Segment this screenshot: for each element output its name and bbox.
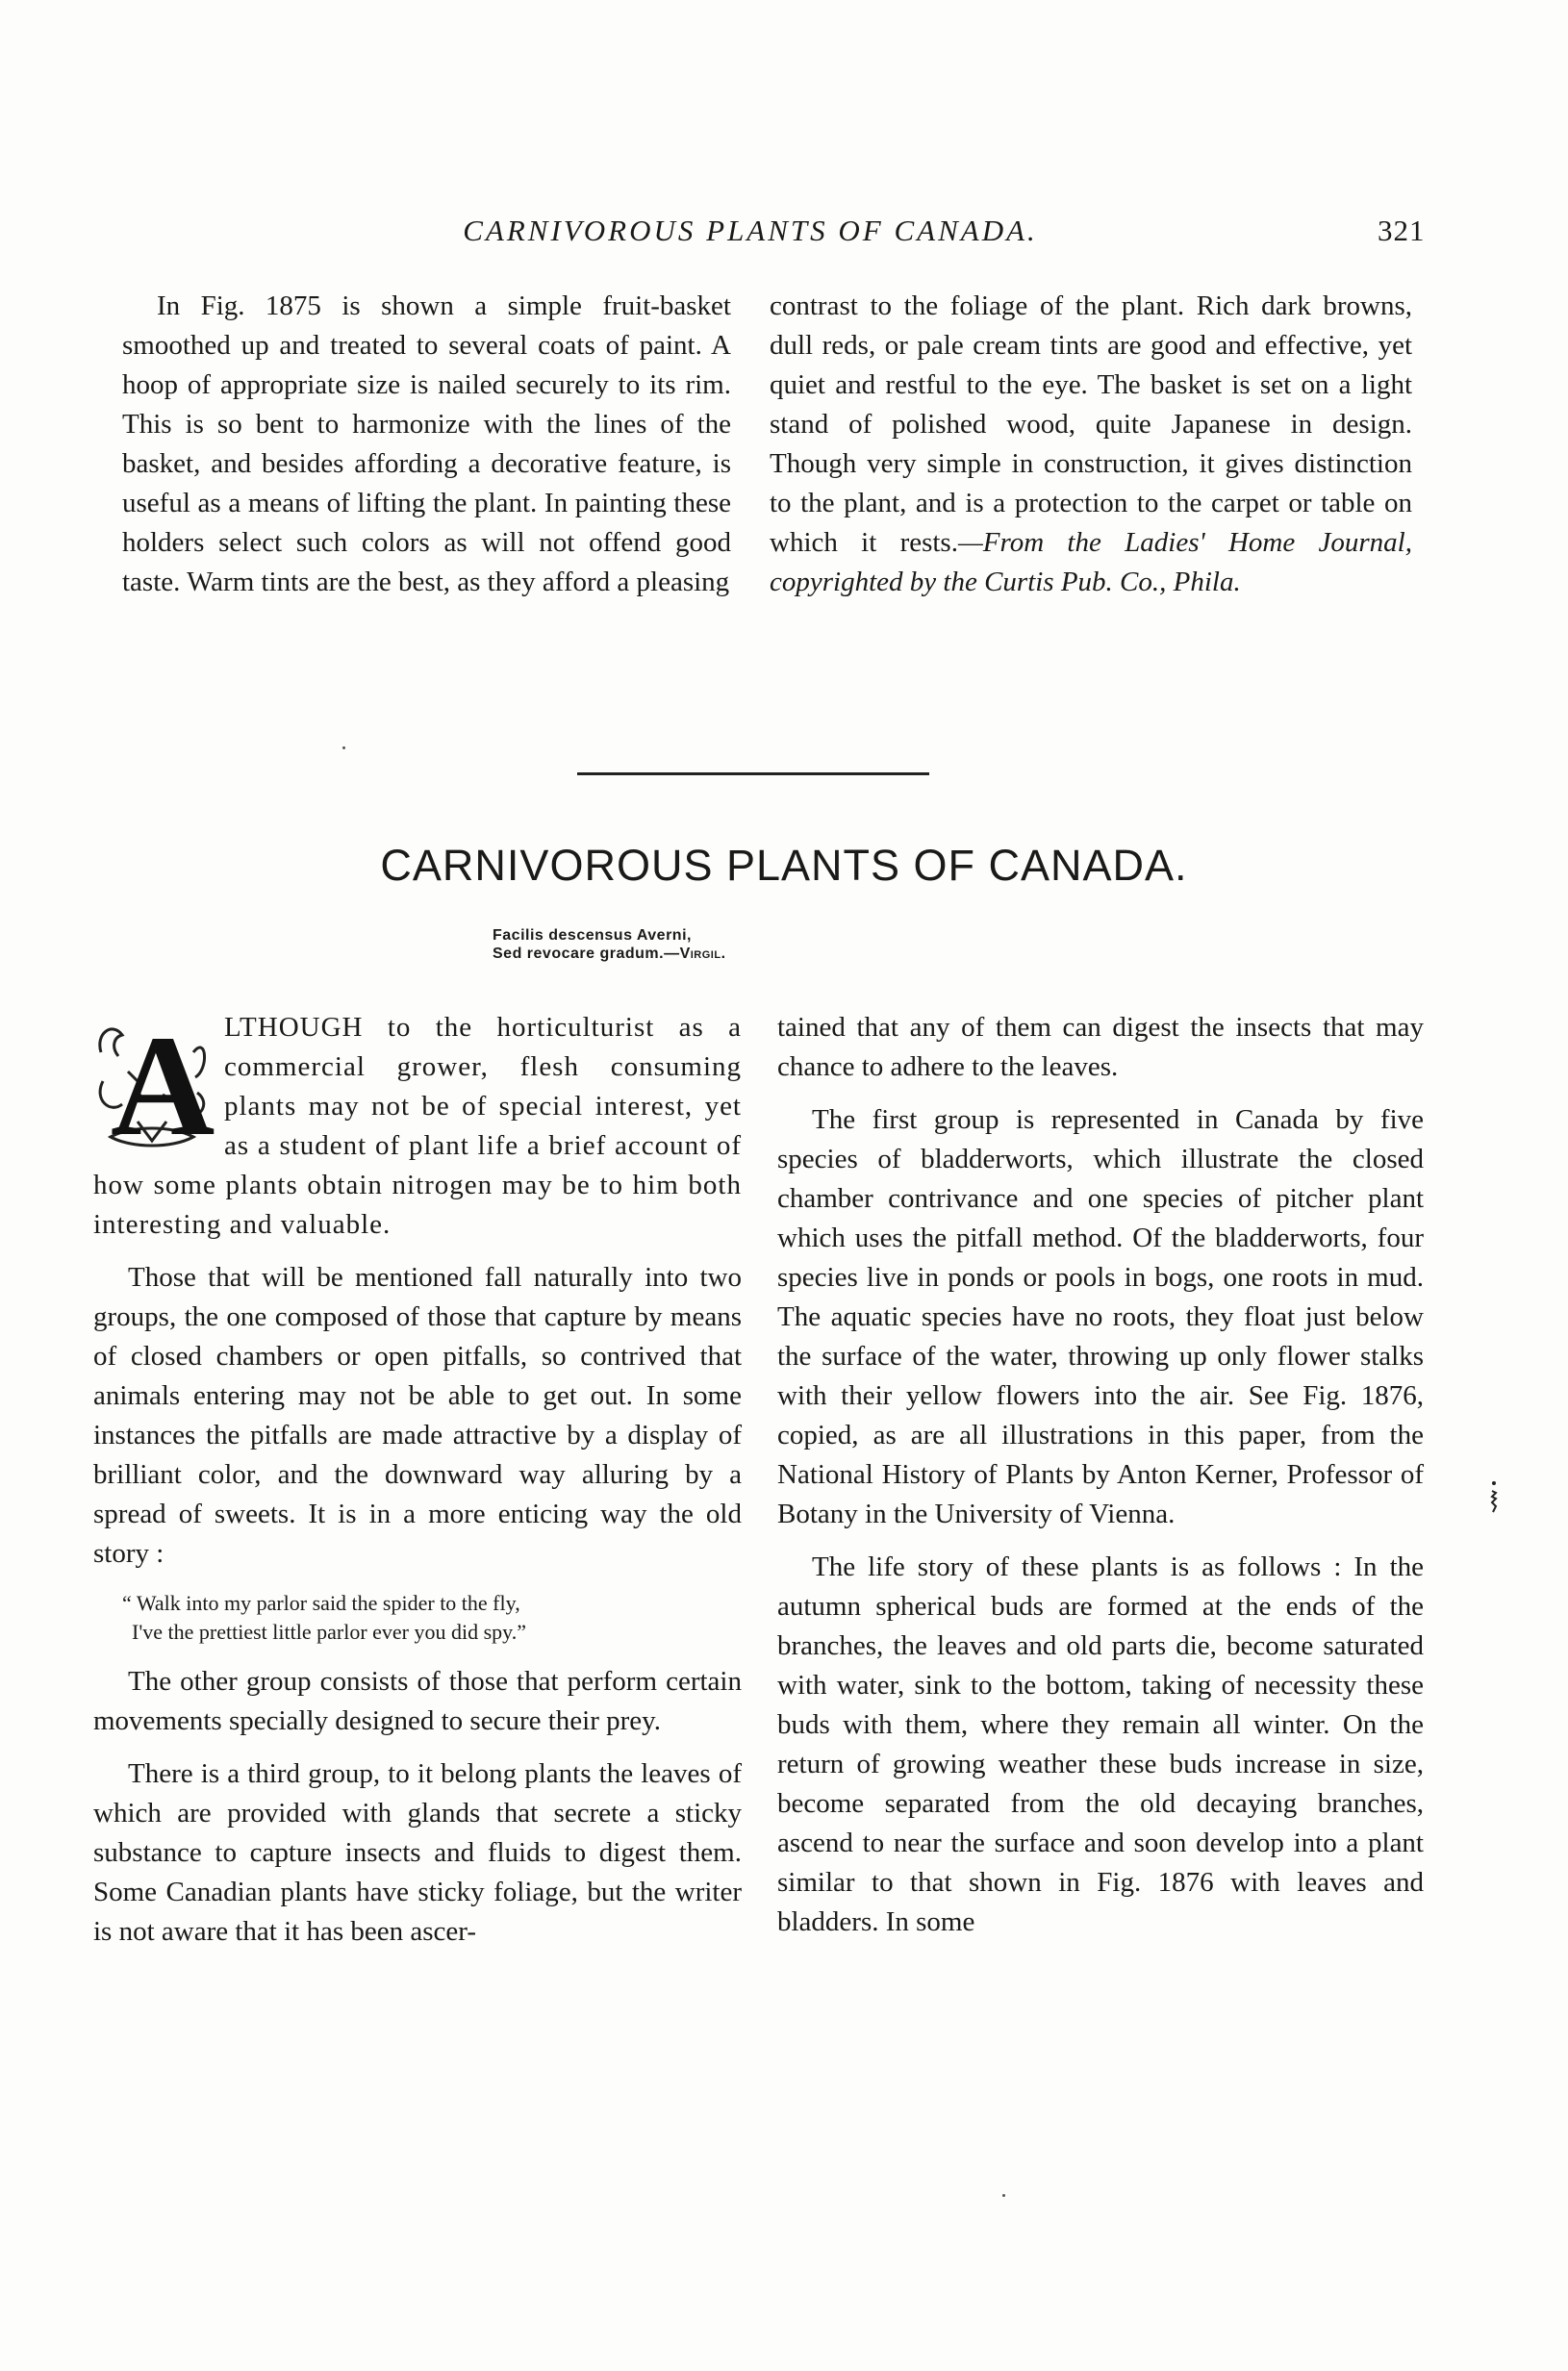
article-title: CARNIVOROUS PLANTS OF CANADA. xyxy=(380,841,1188,890)
previous-article-paragraph: In Fig. 1875 is shown a simple fruit-basket smoothed up and treated to several coats of paint. A hoop of appropriate size is nailed securely to its rim. This is so bent to harmonize with the lines of the basket, and besides affording a decorative feature, is useful as a means of lifting the plant. In painting these holders select such colors as will not offend good taste. Warm tints are the best, as they afford a pleasing xyxy=(122,290,731,597)
quote-line: “ Walk into my parlor said the spider to the fly, xyxy=(122,1591,520,1615)
previous-article-text: contrast to the foliage of the plant. Rich dark browns, dull reds, or pale cream tints are good and effective, yet quiet and restful to the eye. The basket is set on a light stand of polished wood, quite Japanese in design. Though very simple in construction, it gives distinction to the plant, and is a protection to the carpet or table on which it rests. xyxy=(770,290,1412,558)
section-divider xyxy=(577,772,929,775)
page-number: 321 xyxy=(1378,214,1426,247)
paragraph: The life story of these plants is as follows : In the autumn spherical buds are formed at the ends of the branches, the leaves and old parts die, become saturated with water, sink to the bottom, taking of necessity these buds with them, where they remain all winter. On the return of growing weather these buds increase in size, become separated from the old decaying branches, ascend to near the surface and soon develop into a plant similar to that shown in Fig. 1876 with leaves and bladders. In some xyxy=(777,1551,1424,1937)
epigraph-line xyxy=(493,945,916,963)
running-header xyxy=(0,214,1568,252)
ink-speck xyxy=(1002,2194,1005,2197)
opening-paragraph xyxy=(93,1008,742,1245)
ink-speck xyxy=(342,746,345,749)
previous-article-right-column xyxy=(770,287,1412,602)
paragraph: The other group consists of those that perform certain movements specially designed to secure their prey. xyxy=(93,1666,742,1736)
previous-article-paragraph-end xyxy=(770,287,1412,602)
epigraph-line: Facilis descensus Averni, xyxy=(493,927,692,944)
opening-paragraph-text: LTHOUGH to the horticulturist as a commercial grower, flesh consuming plants may not be of special interest, yet as a student of plant life a brief account of how some plants obtain nitrogen may be to him both interesting and valuable. xyxy=(93,1012,742,1240)
epigraph xyxy=(493,926,916,963)
article-left-column xyxy=(93,1008,742,1952)
article-right-column xyxy=(777,1008,1424,1942)
paragraph: Those that will be mentioned fall naturally into two groups, the one composed of those that capture by means of closed chambers or open pitfalls, so contrived that animals entering may not be able to get out. In some instances the pitfalls are made attractive by a display of brilliant color, and the downward way alluring by a spread of sweets. It is in a more enticing way the old story : xyxy=(93,1262,742,1569)
ornamental-drop-cap xyxy=(93,1006,215,1166)
drop-cap-letter: A xyxy=(111,1006,215,1166)
paragraph: The first group is represented in Canada by five species of bladderworts, which illustrate the closed chamber contrivance and one species of pitcher plant which uses the pitfall method. Of the bladderworts, four species live in ponds or pools in bogs, one roots in mud. The aquatic species have no roots, they float just below the surface of the water, throwing up only flower stalks with their yellow flowers into the air. See Fig. 1876, copied, as are all illustrations in this paper, from the National History of Plants by Anton Kerner, Professor of Botany in the University of Vienna. xyxy=(777,1104,1424,1529)
margin-mark-icon xyxy=(1489,1479,1499,1518)
quote-line: I've the prettiest little parlor ever you did spy.” xyxy=(132,1620,527,1644)
verse-quotation xyxy=(122,1589,742,1647)
paragraph: tained that any of them can digest the insects that may chance to adhere to the leaves. xyxy=(777,1012,1424,1082)
epigraph-text: Sed revocare gradum.— xyxy=(493,946,680,962)
source-credit: —From the Ladies' Home Journal, copyrighted by the Curtis Pub. Co., Phila. xyxy=(770,527,1412,597)
paragraph: There is a third group, to it belong plants the leaves of which are provided with glands that secrete a sticky substance to capture insects and fluids to digest them. Some Canadian plants have sticky foliage, but the writer is not aware that it has been ascer- xyxy=(93,1758,742,1947)
epigraph-author: Virgil. xyxy=(679,946,726,962)
previous-article-left-column xyxy=(122,287,731,602)
running-title: CARNIVOROUS PLANTS OF CANADA. xyxy=(463,214,1038,247)
